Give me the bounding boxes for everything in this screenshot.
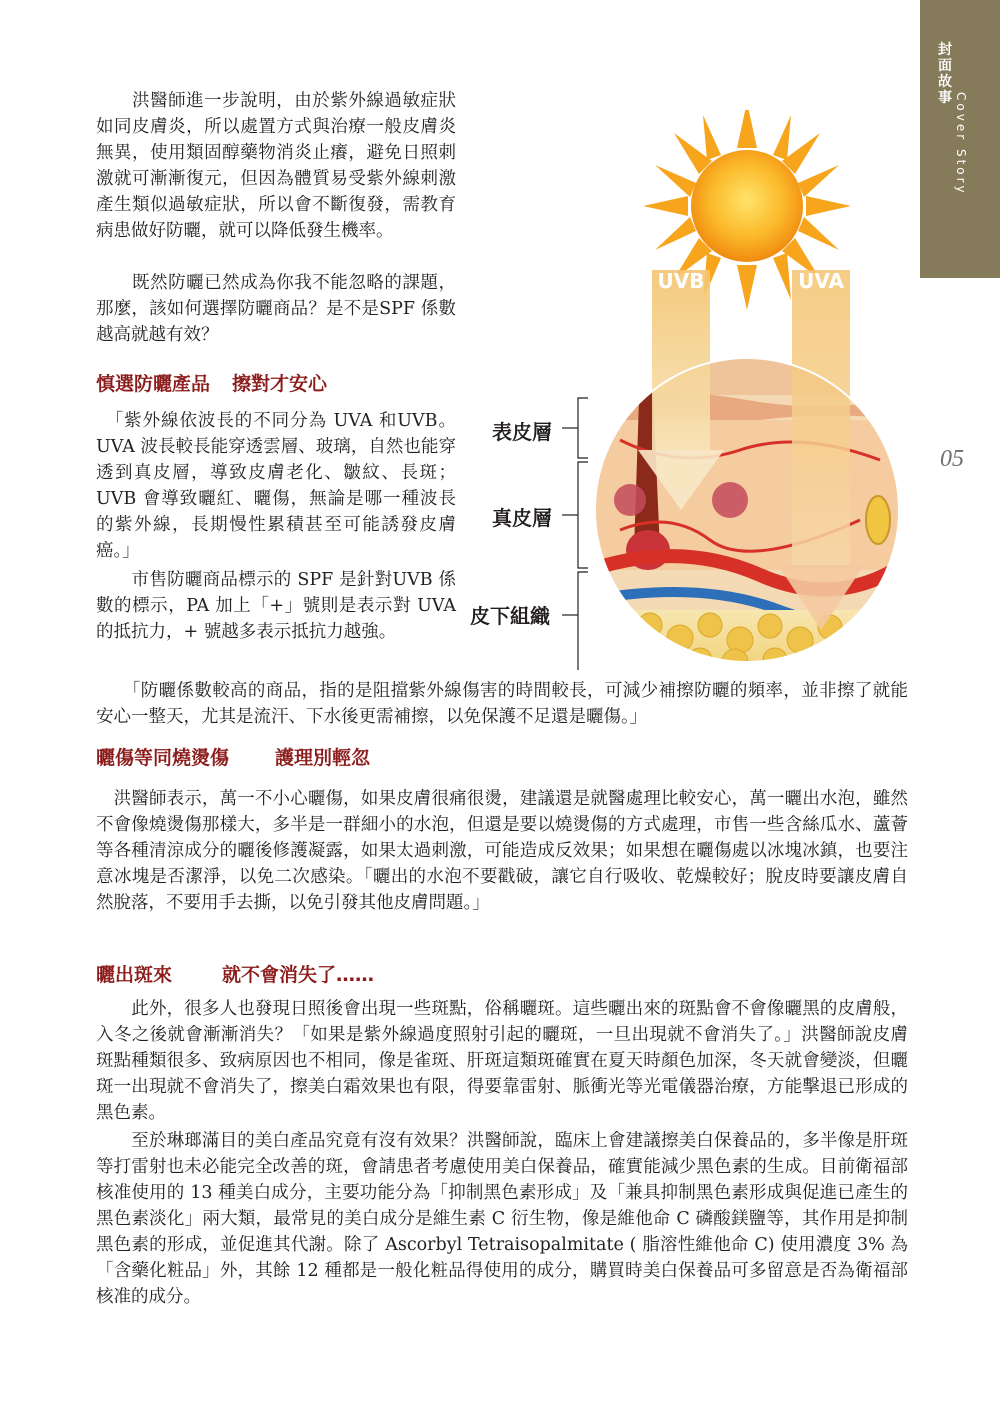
paragraph-3: 「紫外線依波長的不同分為 UVA 和UVB。UVA 波長較長能穿透雲層、玻璃，自然也能穿透到真皮層，導致皮膚老化、皺紋、長斑；UVB 會導致曬紅、曬傷，無論是哪一種波長的紫外線，長期慢性累積甚至可能誘發皮膚癌。」 [96, 411, 456, 561]
uva-label: UVA [798, 269, 844, 293]
heading-3-sub: 就不會消失了…… [222, 964, 375, 986]
section-tab [920, 0, 1000, 278]
paragraph-4: 市售防曬商品標示的 SPF 是針對UVB 係數的標示，PA 加上「+」號則是表示對 UVA 的抵抗力，+ 號越多表示抵抗力越強。 [96, 570, 456, 642]
section-heading-2 [96, 743, 370, 770]
skin-uv-diagram [560, 110, 920, 670]
tab-label-line1: 封面 [938, 42, 952, 74]
section-heading-1 [96, 369, 327, 396]
paragraph-8: 至於琳瑯滿目的美白產品究竟有沒有效果？洪醫師說，臨床上會建議擦美白保養品的，多半像是肝斑等打雷射也未必能完全改善的斑，會請患者考慮使用美白保養品，確實能減少黑色素的生成。目前衛福部核准使用的 13 種美白成分，主要功能分為「抑制黑色素形成」及「兼具抑制黑色素形成與促進已產生的黑色素淡化」兩大類，最常見的美白成分是維生素 C 衍生物，像是維他命 C 磷酸鎂鹽等，其作用是抑制黑色素的形成，並促進其代謝。除了 Ascorbyl Tetraisopalmitate ( 脂溶性維他命 C) 使用濃度 3% 為「含藥化粧品」外，其餘 12 種都是一般化粧品得使用的成分，購買時美白保養品可多留意是否為衛福部核准的成分。 [96, 1131, 908, 1307]
uvb-label: UVB [657, 269, 705, 293]
skin-cross-section [590, 350, 910, 670]
tab-label-line2: 故事 [938, 74, 952, 106]
heading-1-main: 慎選防曬產品 [96, 373, 211, 395]
label-dermis: 真皮層 [492, 506, 552, 530]
tab-label-en: Cover Story [954, 92, 968, 196]
heading-1-sub: 擦對才安心 [232, 373, 328, 395]
section-heading-3 [96, 960, 374, 987]
heading-2-sub: 護理別輕忽 [275, 747, 371, 769]
paragraph-2: 既然防曬已然成為你我不能忽略的課題，那麼，該如何選擇防曬商品？是不是SPF 係數越高就越有效？ [96, 273, 456, 345]
paragraph-5: 「防曬係數較高的商品，指的是阻擋紫外線傷害的時間較長，可減少補擦防曬的頻率，並非擦了就能安心一整天，尤其是流汗、下水後更需補擦，以免保護不足還是曬傷。」 [96, 681, 908, 727]
heading-2-main: 曬傷等同燒燙傷 [96, 747, 230, 769]
label-subcutis: 皮下組織 [470, 604, 550, 628]
label-epidermis: 表皮層 [492, 420, 552, 444]
layer-brackets [562, 398, 588, 670]
page-number: 05 [940, 446, 964, 472]
paragraph-7: 此外，很多人也發現日照後會出現一些斑點，俗稱曬斑。這些曬出來的斑點會不會像曬黑的皮膚般，入冬之後就會漸漸消失？「如果是紫外線過度照射引起的曬斑，一旦出現就不會消失了。」洪醫師說皮膚斑點種類很多、致病原因也不相同，像是雀斑、肝斑這類斑確實在夏天時顏色加深，冬天就會變淡，但曬斑一出現就不會消失了，擦美白霜效果也有限，得要靠雷射、脈衝光等光電儀器治療，方能擊退已形成的黑色素。 [96, 999, 908, 1123]
heading-3-main: 曬出斑來 [96, 964, 173, 986]
paragraph-1: 洪醫師進一步說明，由於紫外線過敏症狀如同皮膚炎，所以處置方式與治療一般皮膚炎無異，使用類固醇藥物消炎止癢，避免日照刺激就可漸漸復元，但因為體質易受紫外線刺激產生類似過敏症狀，所以會不斷復發，需教育病患做好防曬，就可以降低發生機率。 [96, 91, 456, 241]
paragraph-6: 洪醫師表示，萬一不小心曬傷，如果皮膚很痛很燙，建議還是就醫處理比較安心，萬一曬出水泡，雖然不會像燒燙傷那樣大，多半是一群細小的水泡，但還是要以燒燙傷的方式處理，市售一些含絲瓜水、蘆薈等各種清涼成分的曬後修護凝露，如果太過刺激，可能造成反效果；如果想在曬傷處以冰塊冰鎮，也要注意冰塊是否潔淨，以免二次感染。「曬出的水泡不要戳破，讓它自行吸收、乾燥較好；脫皮時要讓皮膚自然脫落，不要用手去撕，以免引發其他皮膚問題。」 [96, 789, 908, 913]
